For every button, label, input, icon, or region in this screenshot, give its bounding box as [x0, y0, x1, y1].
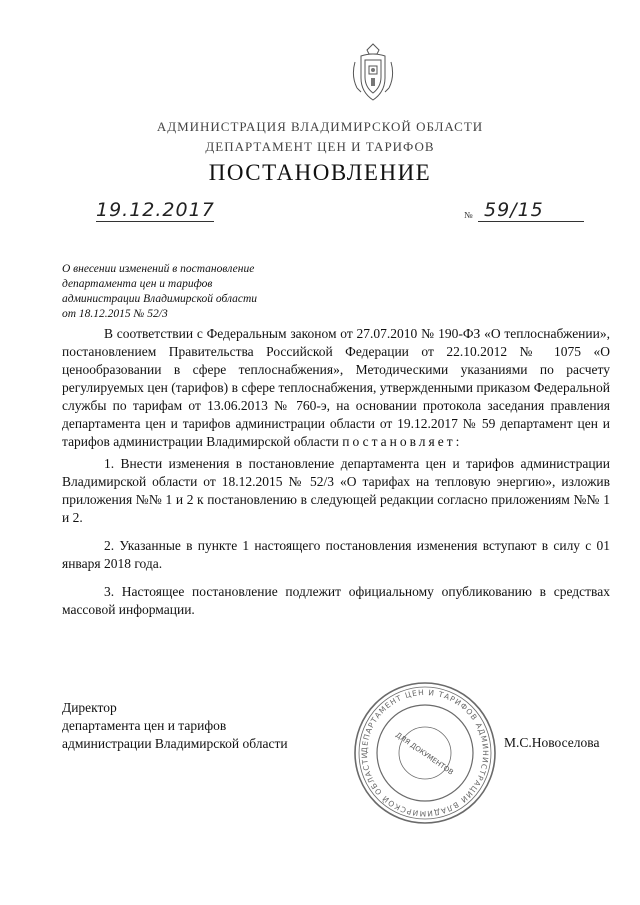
- seal-center-text: ДЛЯ ДОКУМЕНТОВ: [394, 730, 455, 777]
- document-body: [62, 325, 610, 629]
- position-line: департамента цен и тарифов: [62, 718, 227, 733]
- document-subject: [62, 262, 302, 322]
- signatory-name: М.С.Новоселова: [504, 735, 600, 750]
- subject-line: О внесении изменений в постановление: [62, 263, 255, 275]
- signatory-position: [62, 699, 362, 753]
- document-title: ПОСТАНОВЛЕНИЕ: [208, 160, 432, 185]
- number-label: №: [464, 210, 473, 220]
- decree-item-1: 1. Внести изменения в постановление департамента цен и тарифов администрации Владимирской области от 18.12.2015 № 52/3 «О тарифах на тепловую энергию», изложив приложения №№ 1 и 2 к постановлению в следующей редакции согласно приложениям №№ 1 и 2.: [62, 456, 610, 525]
- preamble-paragraph: [62, 325, 610, 451]
- position-line: Директор: [62, 700, 117, 715]
- org-name-line2: ДЕПАРТАМЕНТ ЦЕН И ТАРИФОВ: [205, 139, 435, 154]
- preamble-text: В соответствии с Федеральным законом от 27.07.2010 № 190-ФЗ «О теплоснабжении», постановлением Правительства Российской Федерации от 22.10.2012 № 1075 «О ценообразовании в сфере теплоснабжения», Методическими указаниями по расчету регулируемых цен (тарифов) в сфере теплоснабжения, утвержденными приказом Федеральной службы по тарифам от 13.06.2013 № 760-э, на основании протокола заседания правления департамента цен и тарифов администрации области от 19.12.2017 № 59 департамент цен и тарифов администрации Владимирской области: [62, 326, 610, 449]
- decree-item-2: 2. Указанные в пункте 1 настоящего постановления изменения вступают в силу с 01 января 2018 года.: [62, 538, 610, 571]
- official-seal: [352, 680, 498, 826]
- coat-of-arms-icon: [347, 42, 399, 104]
- seal-ring-text: ДЕПАРТАМЕНТ ЦЕН И ТАРИФОВ АДМИНИСТРАЦИИ ВЛАДИМИРСКОЙ ОБЛАСТИ: [359, 687, 491, 819]
- subject-line: администрации Владимирской области: [62, 293, 258, 305]
- decree-item-3: 3. Настоящее постановление подлежит официальному опубликованию в средствах массовой информации.: [62, 584, 610, 617]
- document-number: 59/15: [478, 199, 584, 222]
- org-name-line1: АДМИНИСТРАЦИЯ ВЛАДИМИРСКОЙ ОБЛАСТИ: [156, 119, 484, 134]
- decree-word: постановляет:: [342, 434, 463, 449]
- subject-line: от 18.12.2015 № 52/3: [62, 308, 168, 320]
- position-line: администрации Владимирской области: [62, 736, 288, 751]
- subject-line: департамента цен и тарифов: [62, 278, 213, 290]
- document-date: 19.12.2017: [96, 199, 215, 221]
